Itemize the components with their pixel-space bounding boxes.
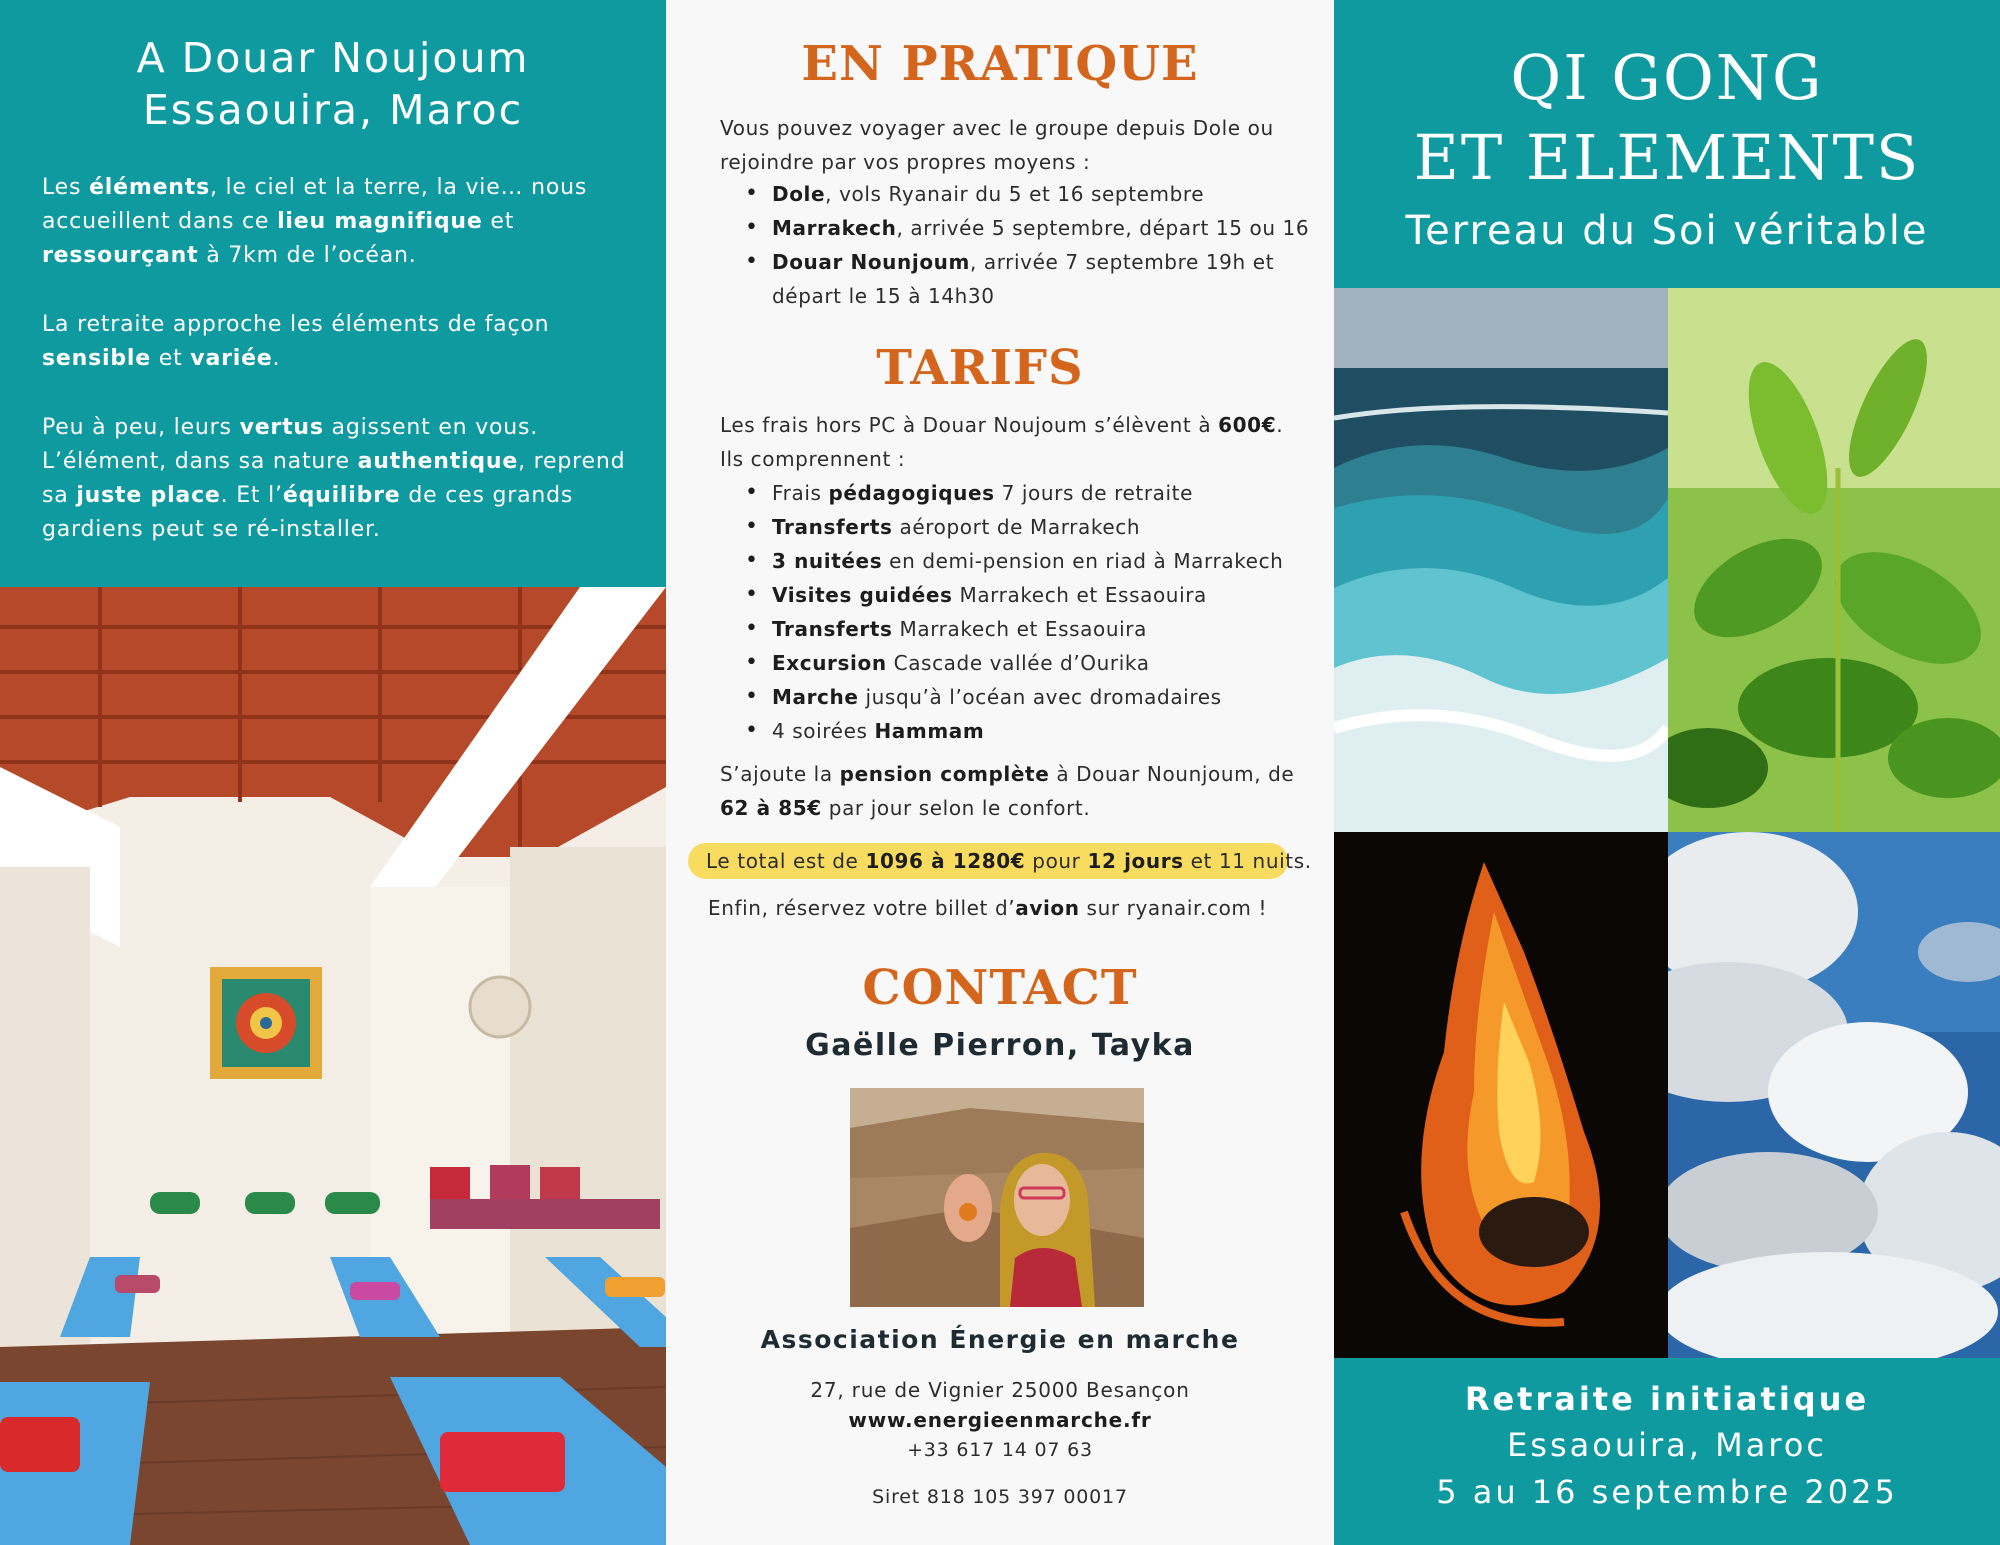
pension-text: S’ajoute la pension complète à Douar Nounjoum, de 62 à 85€ par jour selon le confort. (720, 762, 1295, 820)
tarifs-list (736, 476, 1316, 748)
avion-text: Enfin, réservez votre billet d’avion sur ryanair.com ! (708, 896, 1268, 920)
leaves-photo (1668, 288, 2000, 832)
tarifs-heading: TARIFS (876, 340, 1084, 396)
contact-name: Gaëlle Pierron, Tayka (805, 1028, 1195, 1063)
intro-paragraph-2: La retraite approche les éléments de façon sensible et variée. (42, 312, 550, 371)
footer-dates: 5 au 16 septembre 2025 (1436, 1473, 1898, 1511)
list-item: • Marrakech, arrivée 5 septembre, départ 15 ou 16 (736, 211, 1316, 245)
list-item: • Visites guidées Marrakech et Essaouira (736, 578, 1316, 612)
list-item: • 3 nuitées en demi-pension en riad à Marrakech (736, 544, 1316, 578)
cover-title-line2: ET ELEMENTS (1413, 121, 1921, 194)
total-text: Le total est de 1096 à 1280€ pour 12 jours et 11 nuits. (706, 849, 1312, 873)
contact-address: 27, rue de Vignier 25000 Besançon (810, 1378, 1190, 1402)
yoga-room-photo (0, 587, 666, 1545)
list-item: • Frais pédagogiques 7 jours de retraite (736, 476, 1316, 510)
association-name: Association Énergie en marche (760, 1325, 1240, 1354)
cover-title-block (1334, 0, 2000, 288)
pratique-heading: EN PRATIQUE (801, 36, 1199, 92)
list-item: • Marche jusqu’à l’océan avec dromadaires (736, 680, 1316, 714)
list-item: • Excursion Cascade vallée d’Ourika (736, 646, 1316, 680)
left-panel (0, 0, 666, 1545)
list-item: • Transferts aéroport de Marrakech (736, 510, 1316, 544)
intro-paragraph-1: Les éléments, le ciel et la terre, la vie… nous accueillent dans ce lieu magnifique et ressourçant à 7km de l’océan. (42, 175, 588, 268)
footer-title: Retraite initiatique (1464, 1380, 1870, 1418)
middle-panel (666, 0, 1334, 1545)
water-photo (1334, 288, 1668, 832)
sky-photo (1668, 832, 2000, 1358)
contact-phone[interactable]: +33 617 14 07 63 (907, 1439, 1093, 1461)
list-item: • Douar Nounjoum, arrivée 7 septembre 19h et départ le 15 à 14h30 (736, 245, 1316, 313)
left-title-line1: A Douar Noujoum (136, 34, 530, 82)
list-item: • Dole, vols Ryanair du 5 et 16 septembre (736, 177, 1316, 211)
list-item: • Transferts Marrakech et Essaouira (736, 612, 1316, 646)
tarifs-intro: Les frais hors PC à Douar Noujoum s’élèvent à 600€. Ils comprennent : (720, 413, 1284, 471)
cover-title-line1: QI GONG (1510, 41, 1824, 114)
left-intro-block (0, 0, 666, 587)
list-item: • 4 soirées Hammam (736, 714, 1316, 748)
footer-location: Essaouira, Maroc (1507, 1426, 1827, 1464)
intro-paragraph-3: Peu à peu, leurs vertus agissent en vous. L’élément, dans sa nature authentique, reprend sa juste place. Et l’équilibre de ces grands gardiens peut se ré-installer. (42, 415, 626, 542)
pratique-intro: Vous pouvez voyager avec le groupe depuis Dole ou rejoindre par vos propres moyens : (720, 116, 1274, 174)
left-title-line2: Essaouira, Maroc (142, 86, 524, 134)
fire-photo (1334, 832, 1668, 1358)
contact-photo (850, 1088, 1144, 1307)
cover-footer-block (1334, 1358, 2000, 1545)
contact-heading: CONTACT (862, 960, 1138, 1016)
pratique-list (736, 177, 1316, 313)
contact-website[interactable]: www.energieenmarche.fr (848, 1408, 1152, 1432)
right-panel (1334, 0, 2000, 1545)
cover-subtitle: Terreau du Soi véritable (1405, 208, 1929, 254)
left-title (0, 32, 666, 136)
contact-siret: Siret 818 105 397 00017 (872, 1486, 1128, 1508)
cover-title (1334, 38, 2000, 198)
